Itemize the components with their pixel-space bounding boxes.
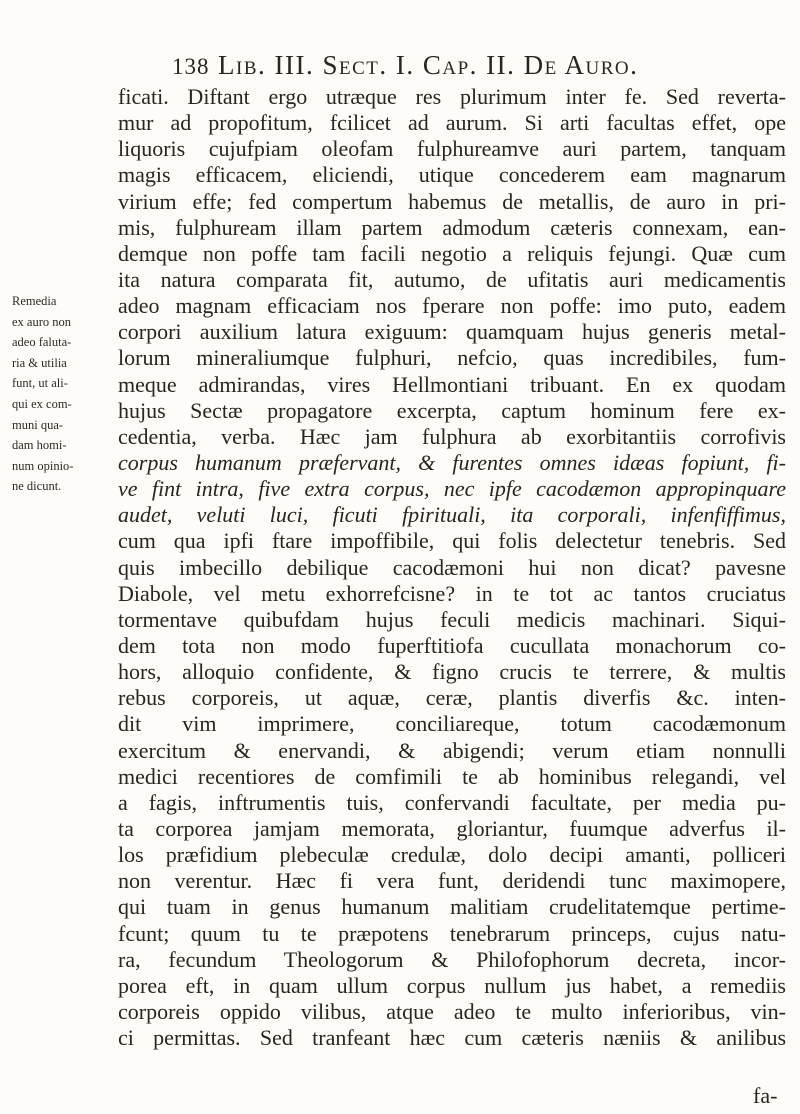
- text-line: tormentave quibufdam hujus feculi medicis machinari. Siqui-: [118, 606, 786, 632]
- text-line: corporeis oppido vilibus, atque adeo te multo inferioribus, vin-: [118, 998, 786, 1024]
- text-line: exercitum & enervandi, & abigendi; verum etiam nonnulli: [118, 737, 786, 763]
- text-line: adeo magnam efficaciam nos fperare non poffe: imo puto, eadem: [118, 293, 786, 319]
- text-line-italic: audet, veluti luci, ficuti fpirituali, ita corporali, infenfiffimus,: [118, 502, 786, 528]
- text-line: ra, fecundum Theologorum & Philofophorum decreta, incor-: [118, 946, 786, 972]
- text-line: quis imbecillo debilique cacodæmoni hui non dicat? pavesne: [118, 554, 786, 580]
- text-line: ci permittas. Sed tranfeant hæc cum cæteris næniis & anilibus: [118, 1025, 786, 1051]
- margin-note-line: ria & utilia: [12, 355, 67, 370]
- margin-note-line: muni qua-: [12, 417, 64, 432]
- page-number: 138: [172, 54, 210, 79]
- text-line: ficati. Diftant ergo utræque res plurimum inter fe. Sed reverta-: [118, 84, 786, 109]
- margin-note-line: num opinio-: [12, 458, 74, 473]
- text-line: lorum mineraliumque fulphuri, nefcio, quas incredibiles, fum-: [118, 345, 786, 371]
- text-line: los præfidium plebeculæ credulæ, dolo decipi amanti, polliceri: [118, 842, 786, 868]
- margin-note-line: ex auro non: [12, 314, 72, 329]
- text-line: porea eft, in quam ullum corpus nullum jus habet, a remediis: [118, 972, 786, 998]
- text-line: cedentia, verba. Hæc jam fulphura ab exorbitantiis corrofivis: [118, 423, 786, 449]
- running-head: [172, 50, 712, 84]
- text-line: corpori auxilium latura exiguum: quamquam hujus generis metal-: [118, 319, 786, 345]
- text-line: magis efficacem, eliciendi, utique concederem eam magnarum: [118, 162, 786, 188]
- text-line: rebus corporeis, ut aquæ, ceræ, plantis diverfis &c. inten-: [118, 685, 786, 711]
- text-line: ita natura comparata fit, autumo, de ufitatis auri medicamentis: [118, 266, 786, 292]
- text-line: liquoris cujufpiam oleofam fulphureamve auri partem, tanquam: [118, 136, 786, 162]
- text-line: fcunt; quum tu te præpotens tenebrarum princeps, cujus natu-: [118, 920, 786, 946]
- text-line-italic: ve fint intra, five extra corpus, nec ipfe cacodæmon appropinquare: [118, 476, 786, 502]
- text-line: medici recentiores de comfimili te ab hominibus relegandi, vel: [118, 763, 786, 789]
- text-line: non verentur. Hæc fi vera funt, deridendi tunc maximopere,: [118, 868, 786, 894]
- margin-note-line: dam homi-: [12, 438, 67, 453]
- text-line-italic: corpus humanum præfervant, & furentes omnes idæas fopiunt, fi-: [118, 449, 786, 475]
- text-line: hujus Sectæ propagatore excerpta, captum hominum fere ex-: [118, 397, 786, 423]
- margin-note-line: qui ex com-: [12, 396, 72, 411]
- text-line: dem tota non modo fuperftitiofa cucullata monachorum co-: [118, 632, 786, 658]
- margin-note: [12, 291, 108, 497]
- margin-note-line: Remedia: [12, 294, 57, 308]
- text-line: mis, fulphuream illam partem admodum cæteris connexam, ean-: [118, 214, 786, 240]
- text-line: mur ad propofitum, fcilicet ad aurum. Si arti facultas effet, ope: [118, 110, 786, 136]
- text-line: ta corporea jamjam memorata, gloriantur, fuumque adverfus il-: [118, 815, 786, 841]
- text-line: hors, alloquio confidente, & figno crucis te terrere, & multis: [118, 659, 786, 685]
- text-line: demque non poffe tam facili negotio a reliquis fejungi. Quæ cum: [118, 240, 786, 266]
- text-line: qui tuam in genus humanum malitiam crudelitatemque pertime-: [118, 894, 786, 920]
- running-title: Lib. III. Sect. I. Cap. II. De Auro.: [218, 50, 639, 80]
- text-line: meque admirandas, vires Hellmontiani tribuant. En ex quodam: [118, 371, 786, 397]
- margin-note-line: funt, ut ali-: [12, 376, 68, 391]
- body-text: [118, 84, 786, 1051]
- margin-note-line: adeo faluta-: [12, 335, 72, 350]
- text-line: Diabole, vel metu exhorrefcisne? in te tot ac tantos cruciatus: [118, 580, 786, 606]
- text-line: a fagis, inftrumentis tuis, confervandi facultate, per media pu-: [118, 789, 786, 815]
- text-line: cum qua ipfi ftare impoffibile, qui folis delectetur tenebris. Sed: [118, 528, 786, 554]
- text-line: dit vim imprimere, conciliareque, totum cacodæmonum: [118, 711, 786, 737]
- margin-note-line: ne dicunt.: [12, 479, 62, 494]
- text-line: virium effe; fed compertum habemus de metallis, de auro in pri-: [118, 188, 786, 214]
- catchword: fa-: [753, 1083, 778, 1108]
